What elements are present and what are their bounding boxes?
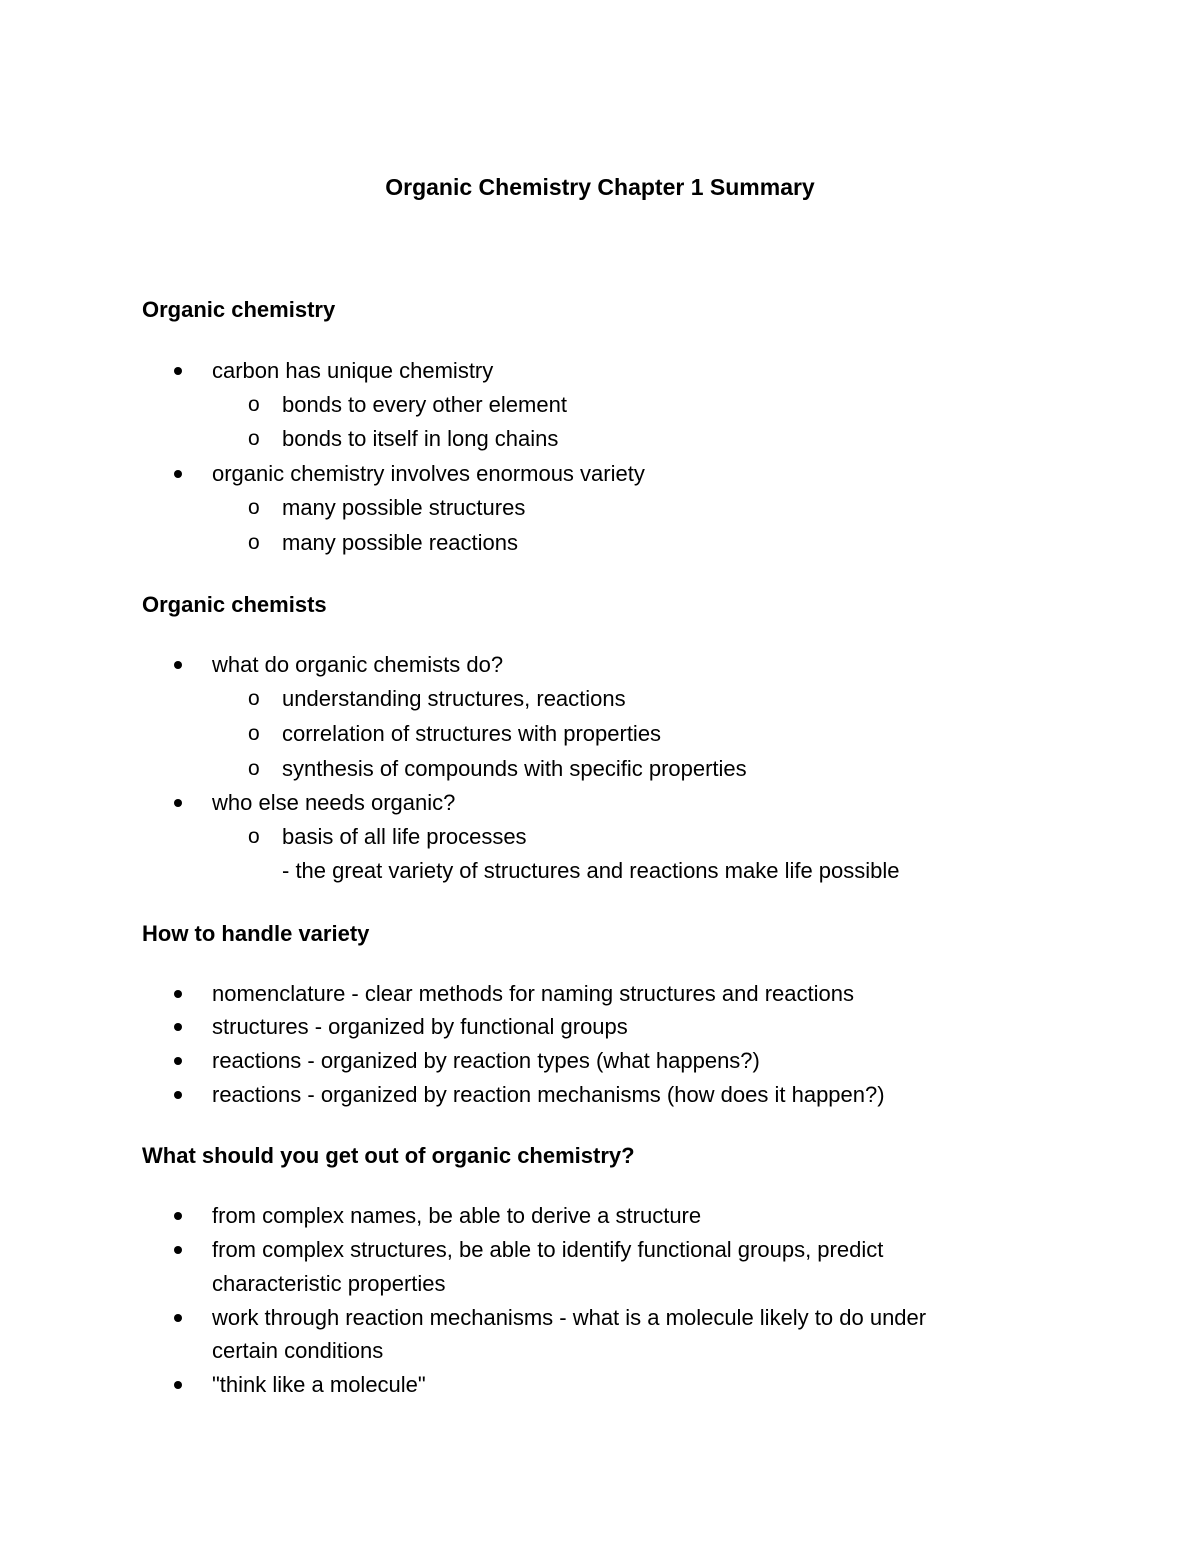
section-heading: Organic chemists (142, 592, 327, 617)
list-item: structures - organized by functional groups (212, 1014, 628, 1039)
bullet-icon (174, 990, 182, 998)
bullet-icon (174, 367, 182, 375)
sub-list-item: many possible structures (282, 495, 526, 520)
sub-list-item: bonds to itself in long chains (282, 426, 559, 451)
sub-bullet-icon: o (248, 531, 260, 554)
list-item: reactions - organized by reaction mechanisms (how does it happen?) (212, 1082, 885, 1107)
sub-bullet-icon: o (248, 757, 260, 780)
list-item: nomenclature - clear methods for naming structures and reactions (212, 981, 854, 1006)
sub-bullet-icon: o (248, 687, 260, 710)
sub-bullet-icon: o (248, 722, 260, 745)
bullet-icon (174, 1091, 182, 1099)
section-heading: What should you get out of organic chemistry? (142, 1143, 635, 1168)
bullet-icon (174, 1246, 182, 1254)
section-heading: How to handle variety (142, 921, 370, 946)
list-item: work through reaction mechanisms - what is a molecule likely to do under (212, 1305, 927, 1330)
sub-list-item: basis of all life processes (282, 824, 527, 849)
list-item-continuation: characteristic properties (212, 1271, 446, 1296)
list-item: organic chemistry involves enormous variety (212, 461, 645, 486)
sub-list-item: bonds to every other element (282, 392, 567, 417)
bullet-icon (174, 799, 182, 807)
section-heading: Organic chemistry (142, 297, 336, 322)
sub-bullet-icon: o (248, 427, 260, 450)
bullet-icon (174, 1057, 182, 1065)
list-item: from complex structures, be able to identify functional groups, predict (212, 1237, 884, 1262)
bullet-icon (174, 1314, 182, 1322)
bullet-icon (174, 1381, 182, 1389)
sub-bullet-icon: o (248, 393, 260, 416)
page-title: Organic Chemistry Chapter 1 Summary (385, 174, 815, 200)
bullet-icon (174, 1212, 182, 1220)
list-item: "think like a molecule" (212, 1372, 426, 1397)
list-item: who else needs organic? (212, 790, 456, 815)
list-item-continuation: certain conditions (212, 1338, 384, 1363)
bullet-icon (174, 661, 182, 669)
bullet-icon (174, 470, 182, 478)
list-item: carbon has unique chemistry (212, 358, 494, 383)
sub-list-item: correlation of structures with properties (282, 721, 662, 746)
sub-list-note: - the great variety of structures and reactions make life possible (282, 858, 900, 883)
sub-bullet-icon: o (248, 496, 260, 519)
list-item: reactions - organized by reaction types (what happens?) (212, 1048, 760, 1073)
list-item: from complex names, be able to derive a structure (212, 1203, 702, 1228)
sub-bullet-icon: o (248, 825, 260, 848)
sub-list-item: understanding structures, reactions (282, 686, 626, 711)
sub-list-item: synthesis of compounds with specific properties (282, 756, 747, 781)
list-item: what do organic chemists do? (212, 652, 504, 677)
sub-list-item: many possible reactions (282, 530, 519, 555)
bullet-icon (174, 1023, 182, 1031)
